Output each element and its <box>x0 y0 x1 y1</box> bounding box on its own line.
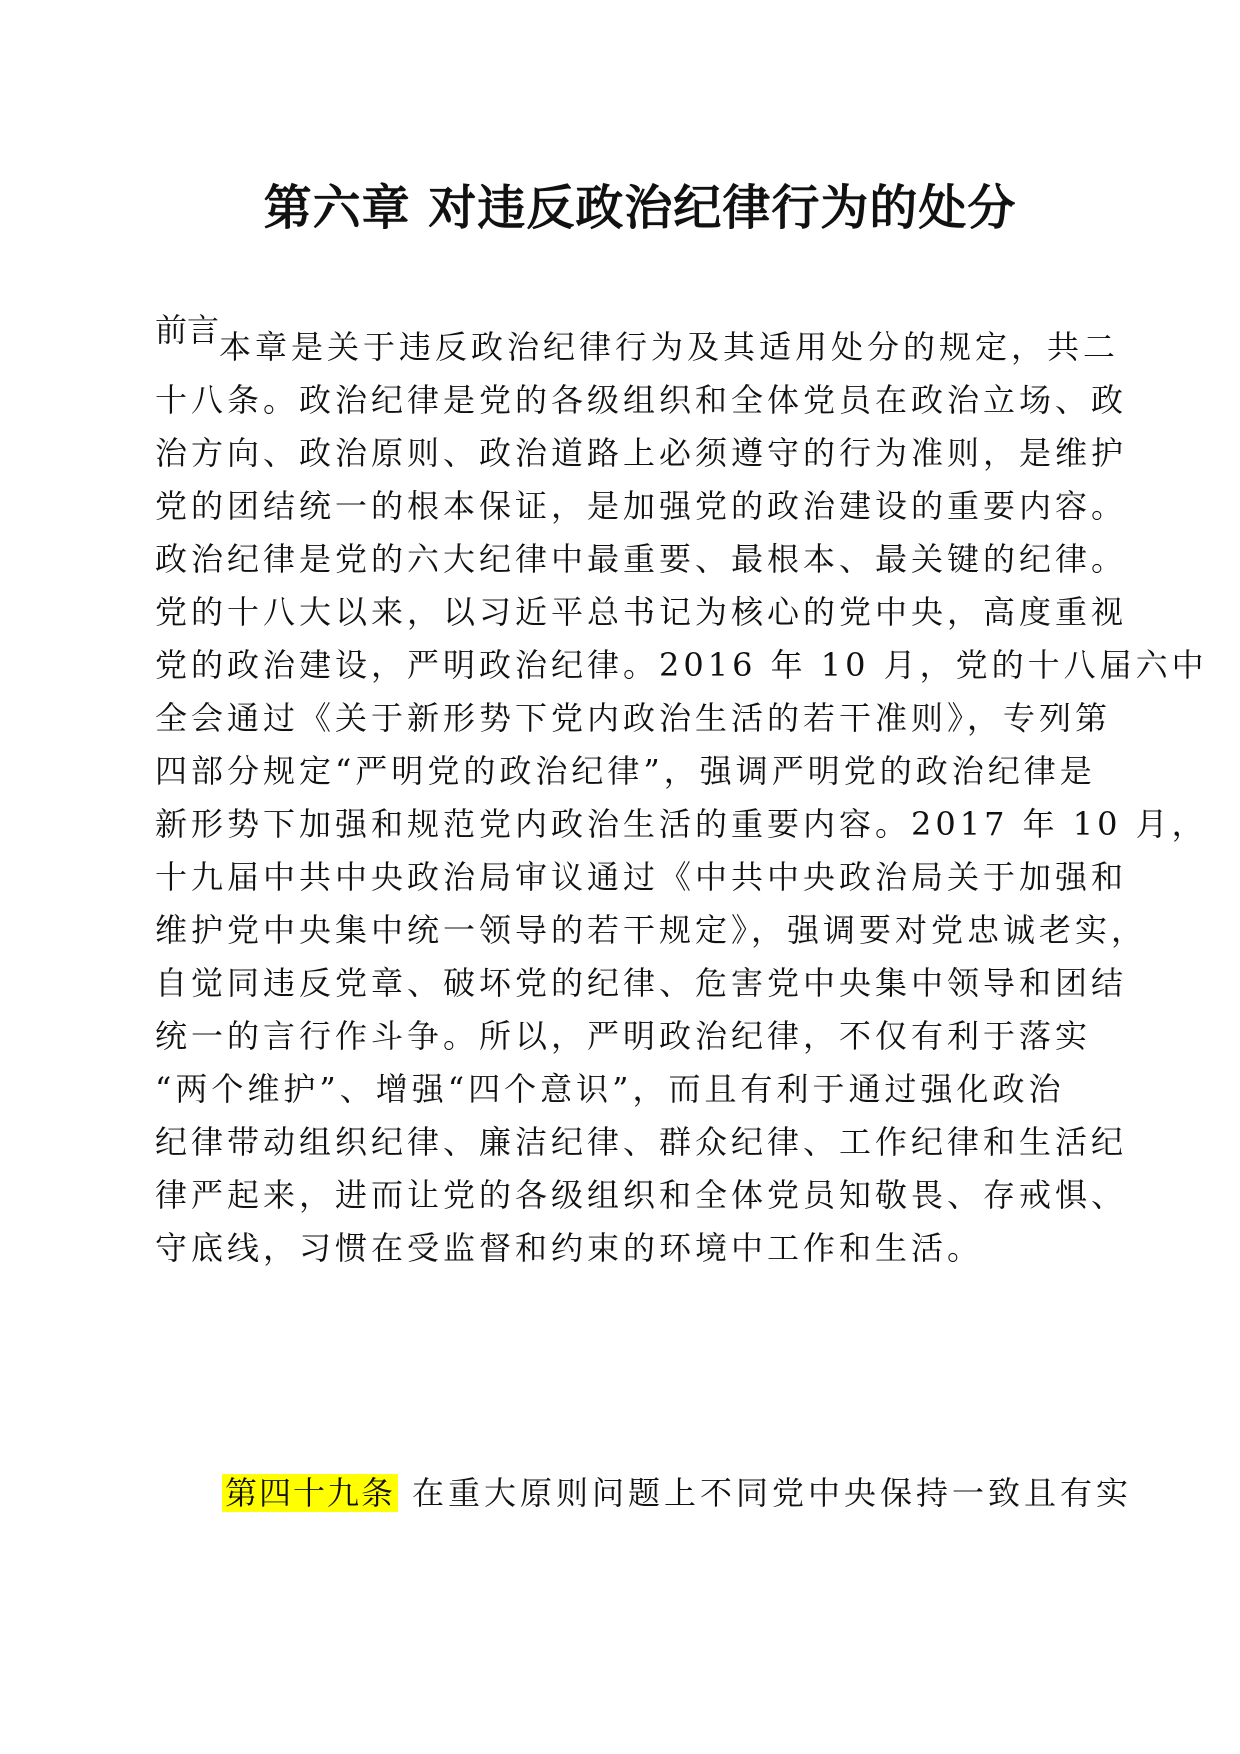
section-heading: 前言 <box>155 311 220 349</box>
paragraph-line: 党的团结统一的根本保证，是加强党的政治建设的重要内容。 <box>155 487 1128 525</box>
paragraph-line: 新形势下加强和规范党内政治生活的重要内容。2017 年 10 月， <box>155 805 1208 843</box>
paragraph-line: 十九届中共中央政治局审议通过《中共中央政治局关于加强和 <box>155 858 1128 896</box>
paragraph-line: 四部分规定“严明党的政治纪律”，强调严明党的政治纪律是 <box>155 752 1096 790</box>
paragraph-line: 党的十八大以来，以习近平总书记为核心的党中央，高度重视 <box>155 593 1128 631</box>
article-number-highlight: 第四十九条 <box>222 1474 398 1512</box>
paragraph-line: 本章是关于违反政治纪律行为及其适用处分的规定，共二 <box>219 328 1120 366</box>
paragraph-line: 守底线，习惯在受监督和约束的环境中工作和生活。 <box>155 1229 984 1267</box>
paragraph-line: 统一的言行作斗争。所以，严明政治纪律，不仅有利于落实 <box>155 1017 1092 1055</box>
paragraph-line: 纪律带动组织纪律、廉洁纪律、群众纪律、工作纪律和生活纪 <box>155 1123 1128 1161</box>
paragraph-line: 全会通过《关于新形势下党内政治生活的若干准则》，专列第 <box>155 699 1112 737</box>
paragraph-line: “两个维护”、增强“四个意识”，而且有利于通过强化政治 <box>155 1070 1065 1108</box>
chapter-title: 第六章 对违反政治纪律行为的处分 <box>263 180 1017 236</box>
article-49 <box>222 1473 1132 1513</box>
article-text: 在重大原则问题上不同党中央保持一致且有实 <box>412 1474 1133 1512</box>
paragraph-line: 政治纪律是党的六大纪律中最重要、最根本、最关键的纪律。 <box>155 540 1128 578</box>
paragraph-line: 十八条。政治纪律是党的各级组织和全体党员在政治立场、政 <box>155 381 1128 419</box>
paragraph-line: 自觉同违反党章、破坏党的纪律、危害党中央集中领导和团结 <box>155 964 1128 1002</box>
paragraph-line: 律严起来，进而让党的各级组织和全体党员知敬畏、存戒惧、 <box>155 1176 1128 1214</box>
paragraph-line: 治方向、政治原则、政治道路上必须遵守的行为准则，是维护 <box>155 434 1128 472</box>
paragraph-line: 党的政治建设，严明政治纪律。2016 年 10 月，党的十八届六中 <box>155 646 1208 684</box>
paragraph-line: 维护党中央集中统一领导的若干规定》，强调要对党忠诚老实， <box>155 911 1148 949</box>
